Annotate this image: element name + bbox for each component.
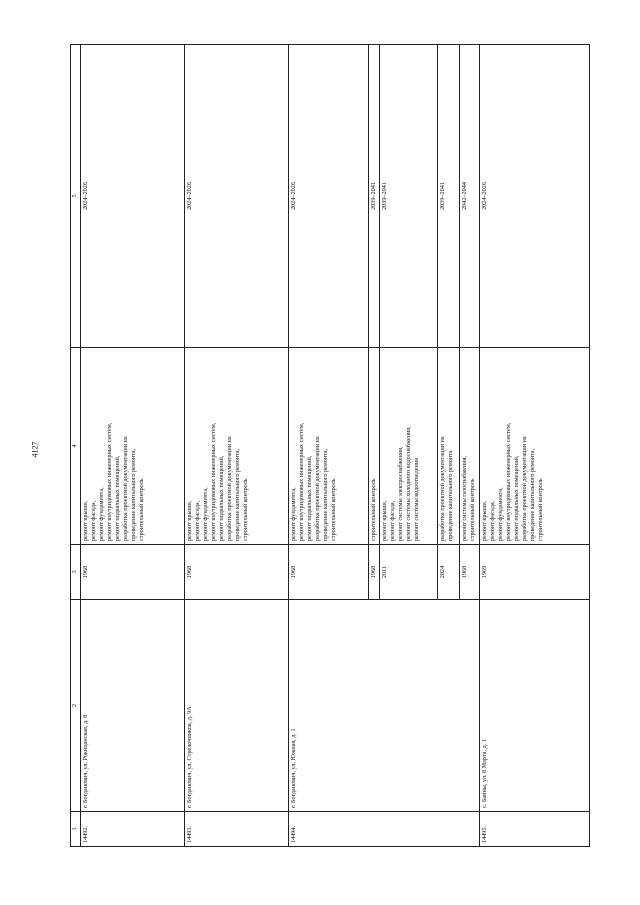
row-number: 14495.: [480, 812, 590, 847]
row-number: 14494.: [289, 812, 480, 847]
column-number: 1: [71, 812, 81, 847]
works-cell: ремонт крыши, ремонт фасада, ремонт фундамента, ремонт внутридомовых инженерных систем, ремонт подвальных помещений, разработка проектной документации на проведение капитального ремонта, строительный контроль: [480, 348, 590, 545]
works-cell: строительный контроль: [369, 348, 380, 545]
rotated-table-container: [70, 80, 601, 847]
column-number: 3: [71, 545, 81, 600]
column-number-row: [71, 45, 81, 847]
year-cell: 1968: [185, 545, 289, 600]
year-cell: 1968: [81, 545, 185, 600]
column-number: 2: [71, 600, 81, 812]
works-cell: ремонт крыши, ремонт фасада, ремонт фундамента, ремонт внутридомовых инженерных систем, ремонт подвальных помещений, разработка проектной документации на проведение капитального ремонта, строительный контроль: [185, 348, 289, 545]
column-number: 5: [71, 45, 81, 348]
works-cell: ремонт системы газоснабжения, строительный контроль: [460, 348, 480, 545]
works-cell: ремонт фундамента, ремонт внутридомовых инженерных систем, ремонт подвальных помещений, разработка проектной документации на проведение капитального ремонта, строительный контроль: [289, 348, 369, 545]
year-cell: 1968: [369, 545, 380, 600]
row-number: 14493.: [185, 812, 289, 847]
year-cell: 1968: [289, 545, 369, 600]
works-cell: ремонт крыши, ремонт фасада, ремонт системы электроснабжения, ремонт системы холодного водоснабжения, ремонт системы водоотведения: [380, 348, 438, 545]
year-cell: 2011: [380, 545, 438, 600]
period-cell: 2039–2041: [369, 45, 380, 348]
period-cell: 2039–2041: [380, 45, 438, 348]
table-row: [185, 45, 289, 847]
works-cell: разработка проектной документации на проведение капитального ремонта: [438, 348, 460, 545]
table-row: [480, 45, 590, 847]
address-cell: г. Богданович, ул. Южная, д. 1: [289, 600, 480, 812]
address-cell: с. Байны, ул. 8 Марта, д. 1: [480, 600, 590, 812]
period-cell: 2024–2026: [81, 45, 185, 348]
period-cell: 2024–2026: [480, 45, 590, 348]
period-cell: 2039–2041: [438, 45, 460, 348]
address-cell: г. Богданович, ул. Стрелочников, д. 9А: [185, 600, 289, 812]
address-cell: г. Богданович, ул. Рокицанская, д. 8: [81, 600, 185, 812]
table-row: [81, 45, 185, 847]
repair-schedule-table: [70, 44, 590, 847]
period-cell: 2042–2044: [460, 45, 480, 348]
year-cell: 1969: [480, 545, 590, 600]
year-cell: 1968: [460, 545, 480, 600]
column-number: 4: [71, 348, 81, 545]
period-cell: 2024–2026: [185, 45, 289, 348]
works-cell: ремонт крыши, ремонт фасада, ремонт фундамента, ремонт внутридомовых инженерных систем, ремонт подвальных помещений, разработка проектной документации на проведение капитального ремонта, строительный контроль: [81, 348, 185, 545]
year-cell: 2024: [438, 545, 460, 600]
row-number: 14492.: [81, 812, 185, 847]
page-number: 4127: [30, 441, 40, 458]
table-row: [289, 45, 369, 847]
period-cell: 2024–2026: [289, 45, 369, 348]
